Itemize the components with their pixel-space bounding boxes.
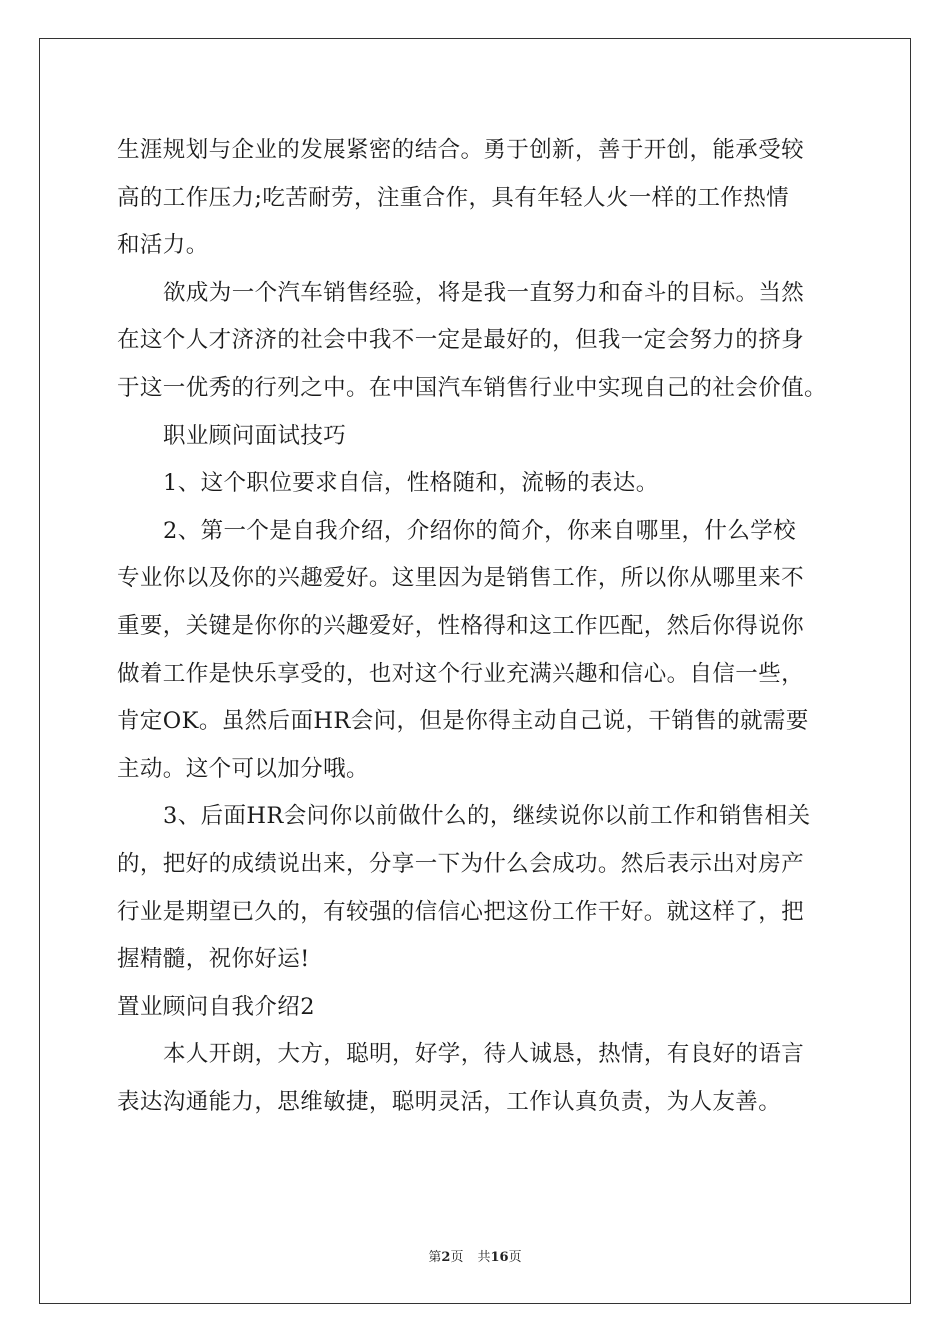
text-line: 握精髓，祝你好运! xyxy=(117,946,310,973)
total-pages: 16 xyxy=(490,1250,509,1265)
text-line: 高的工作压力;吃苦耐劳，注重合作，具有年轻人火一样的工作热情 xyxy=(117,184,790,211)
text-line: 在这个人才济济的社会中我不一定是最好的，但我一定会努力的挤身 xyxy=(117,327,805,354)
document-body xyxy=(117,127,837,1126)
text-line: 和活力。 xyxy=(117,232,209,259)
text-line: 主动。这个可以加分哦。 xyxy=(117,755,369,782)
text-line: 3、后面HR会问你以前做什么的，继续说你以前工作和销售相关 xyxy=(163,803,811,830)
text-line: 行业是期望已久的，有较强的信信心把这份工作干好。就这样了，把 xyxy=(117,898,805,925)
total-prefix: 共 xyxy=(477,1250,491,1265)
text-line: 于这一优秀的行列之中。在中国汽车销售行业中实现自己的社会价值。 xyxy=(117,374,827,401)
page-footer xyxy=(0,1246,950,1265)
page-suffix: 页 xyxy=(450,1250,464,1265)
text-line: 肯定OK。虽然后面HR会问，但是你得主动自己说，干销售的就需要 xyxy=(117,708,809,735)
text-line: 1、这个职位要求自信，性格随和，流畅的表达。 xyxy=(163,470,659,497)
text-line: 专业你以及你的兴趣爱好。这里因为是销售工作，所以你从哪里来不 xyxy=(117,565,805,592)
text-line: 2、第一个是自我介绍，介绍你的简介，你来自哪里，什么学校 xyxy=(163,517,797,544)
section-heading: 职业顾问面试技巧 xyxy=(163,422,347,449)
page-number: 2 xyxy=(441,1250,451,1265)
total-suffix: 页 xyxy=(508,1250,522,1265)
page-prefix: 第 xyxy=(428,1250,442,1265)
text-line: 表达沟通能力，思维敏捷，聪明灵活，工作认真负责，为人友善。 xyxy=(117,1088,782,1115)
text-line: 欲成为一个汽车销售经验，将是我一直努力和奋斗的目标。当然 xyxy=(163,279,805,306)
text-line: 生涯规划与企业的发展紧密的结合。勇于创新，善于开创，能承受较 xyxy=(117,137,805,163)
text-line: 重要，关键是你你的兴趣爱好，性格得和这工作匹配，然后你得说你 xyxy=(117,612,805,639)
text-line: 的，把好的成绩说出来，分享一下为什么会成功。然后表示出对房产 xyxy=(117,850,805,877)
text-line: 本人开朗，大方，聪明，好学，待人诚恳，热情，有良好的语言 xyxy=(163,1041,805,1068)
text-line: 做着工作是快乐享受的，也对这个行业充满兴趣和信心。自信一些， xyxy=(117,660,805,687)
section-heading: 置业顾问自我介绍2 xyxy=(117,993,315,1020)
